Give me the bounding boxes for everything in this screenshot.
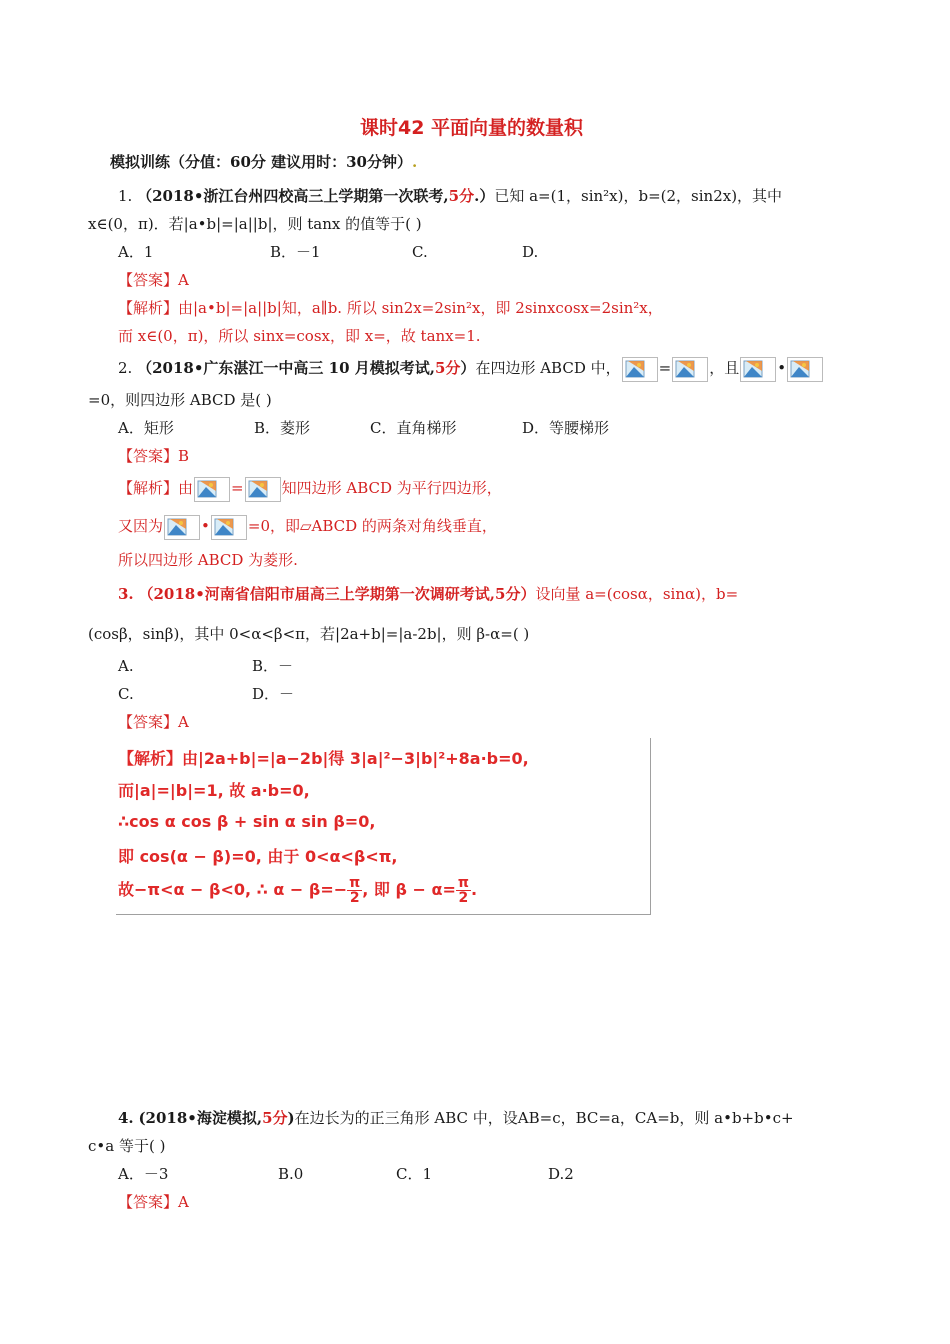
q2-option-a: A．矩形 bbox=[118, 419, 174, 437]
q2-exp1-b: 知四边形 ABCD 为平行四边形， bbox=[281, 479, 502, 497]
q1-source: （2018•浙江台州四校高三上学期第一次联考, bbox=[137, 187, 449, 205]
q3-sol5-end: . bbox=[470, 880, 478, 899]
q3-option-a: A. bbox=[118, 657, 134, 675]
q2-line1 bbox=[118, 356, 824, 382]
frac-numerator: π bbox=[457, 875, 469, 891]
frac-numerator: π bbox=[349, 875, 361, 891]
q3-score: 5分 bbox=[495, 585, 521, 603]
q1-stem: 已知 a=(1，sin²x)，b=(2，sin2x)，其中 bbox=[494, 187, 783, 205]
vector-image-icon bbox=[622, 357, 658, 382]
q2-explanation-2 bbox=[118, 514, 497, 540]
q1-explanation-2: 而 x∈(0，π)，所以 sinx=cosx，即 x=，故 tanx=1. bbox=[118, 327, 481, 345]
q4-score: 5分 bbox=[262, 1109, 288, 1127]
q3-option-d: D．－ bbox=[252, 685, 295, 703]
q3-number: 3. bbox=[118, 585, 134, 603]
page-title: 课时42 平面向量的数量积 bbox=[360, 117, 584, 139]
q3-solution-line-5 bbox=[118, 876, 477, 905]
vector-image-icon bbox=[672, 357, 708, 382]
vector-image-icon bbox=[740, 357, 776, 382]
subtitle bbox=[110, 152, 417, 172]
q1-option-b: B．－1 bbox=[270, 243, 321, 261]
q1-number: 1. bbox=[118, 187, 133, 205]
q3-solution-line-2: 而|a|=|b|=1, 故 a·b=0, bbox=[118, 781, 310, 800]
q2-source-end: ） bbox=[460, 359, 476, 377]
q2-option-c: C．直角梯形 bbox=[370, 419, 457, 437]
q2-line2: =0，则四边形 ABCD 是( ) bbox=[88, 391, 272, 409]
q4-source-end: ) bbox=[287, 1109, 295, 1127]
q2-eq: = bbox=[658, 359, 672, 377]
q1-explanation-1: 【解析】由|a•b|=|a||b|知，a∥b. 所以 sin2x=2sin²x，即 2sinxcosx=2sin²x， bbox=[118, 299, 663, 317]
q1-option-a: A．1 bbox=[118, 243, 154, 261]
q2-score: 5分 bbox=[434, 359, 461, 377]
vector-image-icon bbox=[245, 477, 281, 502]
q3-solution-line-1: 【解析】由|2a+b|=|a−2b|得 3|a|²−3|b|²+8a·b=0, bbox=[118, 749, 529, 768]
subtitle-dot: . bbox=[411, 153, 418, 171]
q3-stem: 设向量 a=(cosα，sinα)，b= bbox=[535, 585, 739, 603]
q2-source: （2018•广东湛江一中高三 10 月模拟考试, bbox=[137, 359, 435, 377]
q2-option-b: B．菱形 bbox=[254, 419, 311, 437]
q4-option-a: A．－3 bbox=[118, 1165, 169, 1183]
q3-solution-line-4: 即 cos(α − β)=0, 由于 0<α<β<π, bbox=[118, 847, 398, 866]
q1-line2: x∈(0，π)．若|a•b|=|a||b|，则 tanx 的值等于( ) bbox=[88, 215, 422, 233]
q4-option-c: C．1 bbox=[396, 1165, 433, 1183]
q2-exp1-eq: = bbox=[231, 479, 244, 497]
q1-line1 bbox=[118, 186, 782, 206]
q2-exp1-a: 【解析】由 bbox=[118, 479, 194, 497]
q2-and: ，且 bbox=[709, 359, 740, 377]
q3-option-c: C. bbox=[118, 685, 134, 703]
q3-line1 bbox=[118, 584, 738, 604]
q1-answer: 【答案】A bbox=[118, 271, 189, 289]
q1-source-end: .） bbox=[474, 187, 495, 205]
q1-score: 5分 bbox=[448, 187, 475, 205]
q3-answer: 【答案】A bbox=[118, 713, 189, 731]
fraction-pi-over-2 bbox=[456, 876, 471, 905]
q2-exp2-b: =0，即▱ABCD 的两条对角线垂直， bbox=[247, 517, 497, 535]
q1-option-d: D. bbox=[522, 243, 539, 261]
q4-line2: c•a 等于( ) bbox=[88, 1137, 166, 1155]
q2-exp2-dot: • bbox=[201, 517, 210, 535]
q3-option-b: B．－ bbox=[252, 657, 294, 675]
q2-explanation-3: 所以四边形 ABCD 为菱形. bbox=[118, 551, 298, 569]
q2-answer: 【答案】B bbox=[118, 447, 190, 465]
q2-option-d: D．等腰梯形 bbox=[522, 419, 610, 437]
q4-option-b: B.0 bbox=[278, 1165, 304, 1183]
q3-sol5-b: , 即 β − α= bbox=[362, 880, 456, 899]
q4-option-d: D.2 bbox=[548, 1165, 574, 1183]
vector-image-icon bbox=[787, 357, 823, 382]
q4-stem: 在边长为的正三角形 ABC 中，设AB=c，BC=a，CA=b，则 a•b+b•c+ bbox=[294, 1109, 794, 1127]
q2-exp2-a: 又因为 bbox=[118, 517, 164, 535]
q4-number: 4. bbox=[118, 1109, 134, 1127]
vector-image-icon bbox=[194, 477, 230, 502]
q2-stem: 在四边形 ABCD 中， bbox=[475, 359, 621, 377]
q3-solution-image bbox=[116, 738, 651, 915]
q3-source-end: ） bbox=[520, 585, 536, 603]
q4-line1 bbox=[118, 1108, 794, 1128]
vector-image-icon bbox=[164, 515, 200, 540]
q3-solution-line-3: ∴cos α cos β + sin α sin β=0, bbox=[118, 812, 376, 831]
subtitle-text: 模拟训练（分值：60分 建议用时：30分钟） bbox=[110, 153, 412, 171]
q2-number: 2. bbox=[118, 359, 133, 377]
q4-source: (2018•海淀模拟, bbox=[138, 1109, 263, 1127]
q2-explanation-1 bbox=[118, 476, 502, 502]
q3-sol5-a: 故−π<α − β<0, ∴ α − β=− bbox=[118, 880, 348, 899]
q2-dot: • bbox=[777, 359, 787, 377]
fraction-pi-over-2 bbox=[347, 876, 362, 905]
frac-denominator: 2 bbox=[349, 890, 360, 906]
vector-image-icon bbox=[211, 515, 247, 540]
q4-answer: 【答案】A bbox=[118, 1193, 189, 1211]
q3-line2: (cosβ，sinβ)，其中 0<α<β<π，若|2a+b|=|a-2b|，则 β-α=( ) bbox=[88, 625, 530, 643]
q1-option-c: C. bbox=[412, 243, 428, 261]
frac-denominator: 2 bbox=[458, 890, 469, 906]
q3-source: （2018•河南省信阳市届高三上学期第一次调研考试, bbox=[138, 585, 496, 603]
